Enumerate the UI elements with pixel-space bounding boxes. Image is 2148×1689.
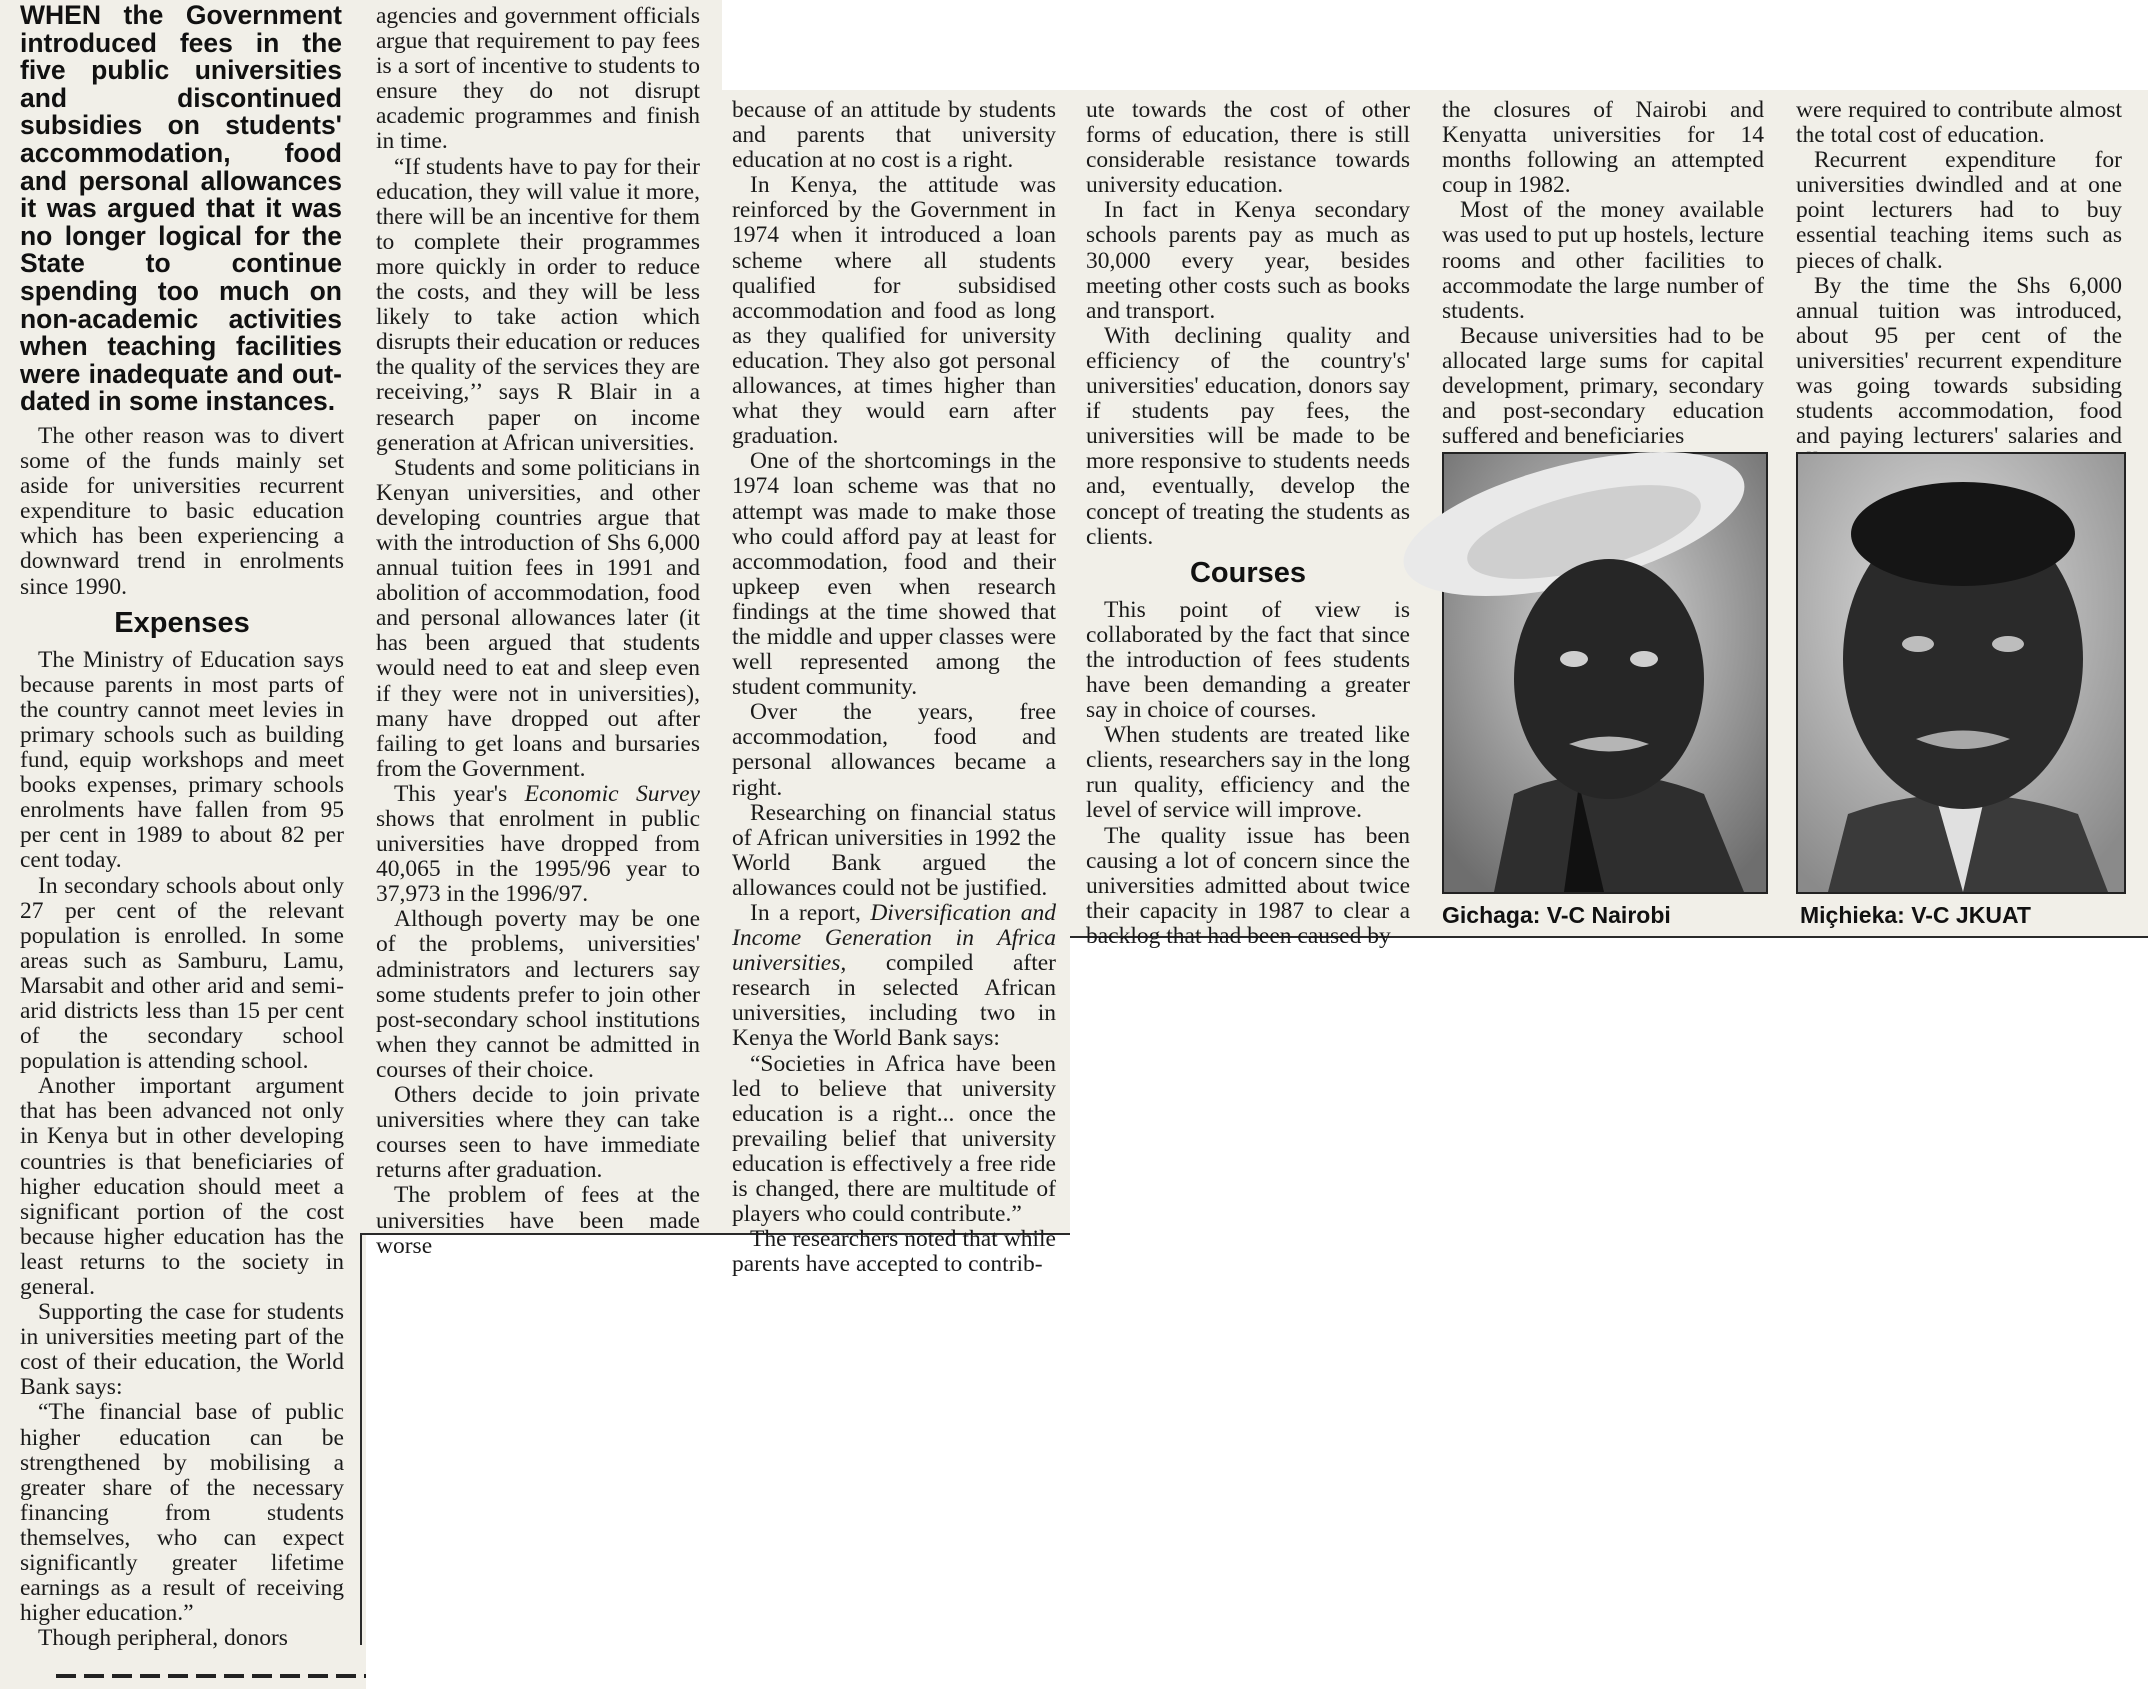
body-paragraph: agencies and government officials argue that requirement to pay fees is a sort of incentive to students to ensure they do not disrupt academic programmes and finish in time. (376, 3, 700, 155)
text-span: shows that enrolment in public universities have dropped from 40,065 in the 1995/96 year to 37,973 in the 1996/97. (376, 806, 700, 908)
photo-caption-michieka: Miçhieka: V-C JKUAT (1800, 902, 2031, 928)
body-paragraph: Over the years, free accommodation, food and personal allowances became a right. (732, 699, 1056, 801)
quote-paragraph: “If students have to pay for their education, they will value it more, there will be an incentive for them to complete their programmes more quickly in order to reduce the costs, and they will be less likely to take action which disrupts their education or reduces the quality of the services they are receiving,’’ says R Blair in a research paper on income generation at African universities. (376, 153, 700, 456)
body-paragraph: Though peripheral, donors (38, 1625, 288, 1652)
body-paragraph: The quality issue has been causing a lot of concern since the universities admitted about twice their capacity in 1987 to clear a backlog that had been caused by (1086, 822, 1410, 949)
body-paragraph: The other reason was to divert some of the funds mainly set aside for universities recurrent expenditure to basic education which has been experiencing a downward trend in enrolments since 1990. (20, 423, 344, 600)
article-column-3 (732, 97, 1056, 1278)
body-paragraph: Although poverty may be one of the problems, universities' administrators and lecturers say some students prefer to join other post-secondary school institutions when they cannot be admitted in courses of their choice. (376, 906, 700, 1083)
article-column-6 (1796, 98, 2122, 450)
text-span: This year's (394, 780, 525, 807)
body-paragraph: because of an attitude by students and parents that university education at no cost is a right. (732, 97, 1056, 174)
body-paragraph: In Kenya, the attitude was reinforced by the Government in 1974 when it introduced a loan scheme where all students qualified for subsidised accommodation and food as long as they qualified for university education. They also got personal allowances, at times higher than what they would earn after graduation. (732, 172, 1056, 450)
body-paragraph: ute towards the cost of other forms of education, there is still considerable resistance towards university education. (1086, 97, 1410, 199)
article-column-1 (20, 424, 344, 1672)
body-paragraph: Another important argument that has been advanced not only in Kenya but in other developing countries is that beneficiaries of higher education should meet a significant portion of the cost because higher education has the least returns to the society in general. (20, 1073, 344, 1300)
body-paragraph: Students and some politicians in Kenyan universities, and other developing countries argue that with the introduction of Shs 6,000 annual tuition fees in 1991 and abolition of accommodation, food and personal allowances later (it has been argued that students would need to eat and sleep even if they were not in universities), many have dropped out after failing to get loans and bursaries from the Government. (376, 454, 700, 782)
photo-caption-gichaga: Gichaga: V-C Nairobi (1442, 902, 1671, 928)
body-paragraph: The problem of fees at the universities have been made worse (376, 1182, 700, 1259)
body-paragraph: Others decide to join private universities where they can take courses seen to have immediate returns after graduation. (376, 1082, 700, 1184)
body-paragraph: In secondary schools about only 27 per cent of the relevant population is enrolled. In some areas such as Samburu, Lamu, Marsabit and other arid and semi-arid districts less than 15 per cent of the secondary school population is attending school. (20, 872, 344, 1075)
text-span: In a report, (750, 900, 871, 926)
body-paragraph (376, 782, 700, 907)
body-paragraph: Recurrent expenditure for universities dwindled and at one point lecturers had to buy essential teaching items such as pieces of chalk. (1796, 147, 2122, 274)
article-column-5 (1442, 98, 1764, 450)
body-paragraph: The researchers noted that while parents have accepted to contrib- (732, 1226, 1056, 1278)
body-paragraph: Researching on financial status of African universities in 1992 the World Bank argued the allowances could not be justified. (732, 799, 1056, 901)
subhead-expenses: Expenses (114, 606, 250, 639)
photo-gichaga (1442, 452, 1768, 894)
article-column-2 (376, 3, 700, 1259)
portrait-photo-icon (1798, 454, 2124, 892)
body-paragraph: the closures of Nairobi and Kenyatta universities for 14 months following an attempted coup in 1982. (1442, 97, 1764, 199)
footer-dashed-rule (56, 1674, 366, 1678)
article-column-4 (1086, 97, 1410, 949)
photo-michieka (1796, 452, 2126, 894)
body-paragraph: By the time the Shs 6,000 annual tuition was introduced, about 95 per cent of the universities' recurrent expenditure was going towards subsiding students accommodation, food and paying lecturers' salaries and (1796, 272, 2122, 450)
body-paragraph: Because universities had to be allocated large sums for capital development, primary, secondary and post-secondary education suffered and beneficiaries (1442, 322, 1764, 450)
body-paragraph: In fact in Kenya secondary schools parents pay as much as 30,000 every year, besides meeting other costs such as books and transport. (1086, 197, 1410, 324)
quote-paragraph: “The financial base of public higher education can be strengthened by mobilising a greater share of the necessary financing from students themselves, who can expect significantly greater lifetime earnings as a result of receiving higher education.” (20, 1399, 344, 1627)
subhead-courses: Courses (1189, 556, 1307, 589)
report-title: Diversification and Income Generation in Africa universities, (732, 900, 1056, 977)
body-paragraph: Supporting the case for students in universities meeting part of the cost of their education, the World Bank says: (20, 1299, 344, 1401)
body-paragraph: were required to contribute almost the total cost of education. (1796, 97, 2122, 149)
body-paragraph: One of the shortcomings in the 1974 loan scheme was that no attempt was made to make those who could afford pay at least for accommodation, food and their upkeep even when research findings at the time showed that the middle and upper classes were well represented among the student community. (732, 448, 1056, 701)
publication-title: Economic Survey (524, 780, 700, 807)
body-paragraph (732, 901, 1056, 1052)
column-rule-1-2 (360, 1233, 362, 1645)
body-paragraph: When students are treated like clients, researchers say in the long run quality, efficiency and the level of service will improve. (1086, 722, 1410, 824)
quote-paragraph: “Societies in Africa have been led to believe that university education is a right... once the prevailing belief that university education is effectively a free ride is changed, there are multitude of players who could contribute.” (732, 1050, 1056, 1228)
portrait-photo-icon (1444, 454, 1766, 892)
text-span: compiled after research in selected African universities, including two in Kenya the World Bank says: (732, 950, 1056, 1052)
lead-paragraph: WHEN the Government introduced fees in the five public universities and discontinued subsidies on students' accommodation, food and personal allowances it was argued that it was no longer logical for the State to continue spending too much on non-academic activities when teaching facilities were inadequate and out-dated in some instances. (20, 0, 342, 417)
body-paragraph: The Ministry of Education says because parents in most parts of the country cannot meet levies in primary schools such as building fund, equip workshops and meet books expenses, primary schools enrolments have fallen from 95 per cent in 1989 to about 82 per cent today. (20, 646, 344, 874)
body-paragraph: This point of view is collaborated by the fact that since the introduction of fees students have been demanding a greater say in choice of courses. (1086, 596, 1410, 724)
body-paragraph: With declining quality and efficiency of the country's' universities' education, donors say if students pay fees, the universities will be made to be more responsive to students needs and, eventually, develop the concept of treating the students as clients. (1086, 322, 1410, 550)
body-paragraph: Most of the money available was used to put up hostels, lecture rooms and other facilities to accommodate the large number of students. (1442, 197, 1764, 324)
